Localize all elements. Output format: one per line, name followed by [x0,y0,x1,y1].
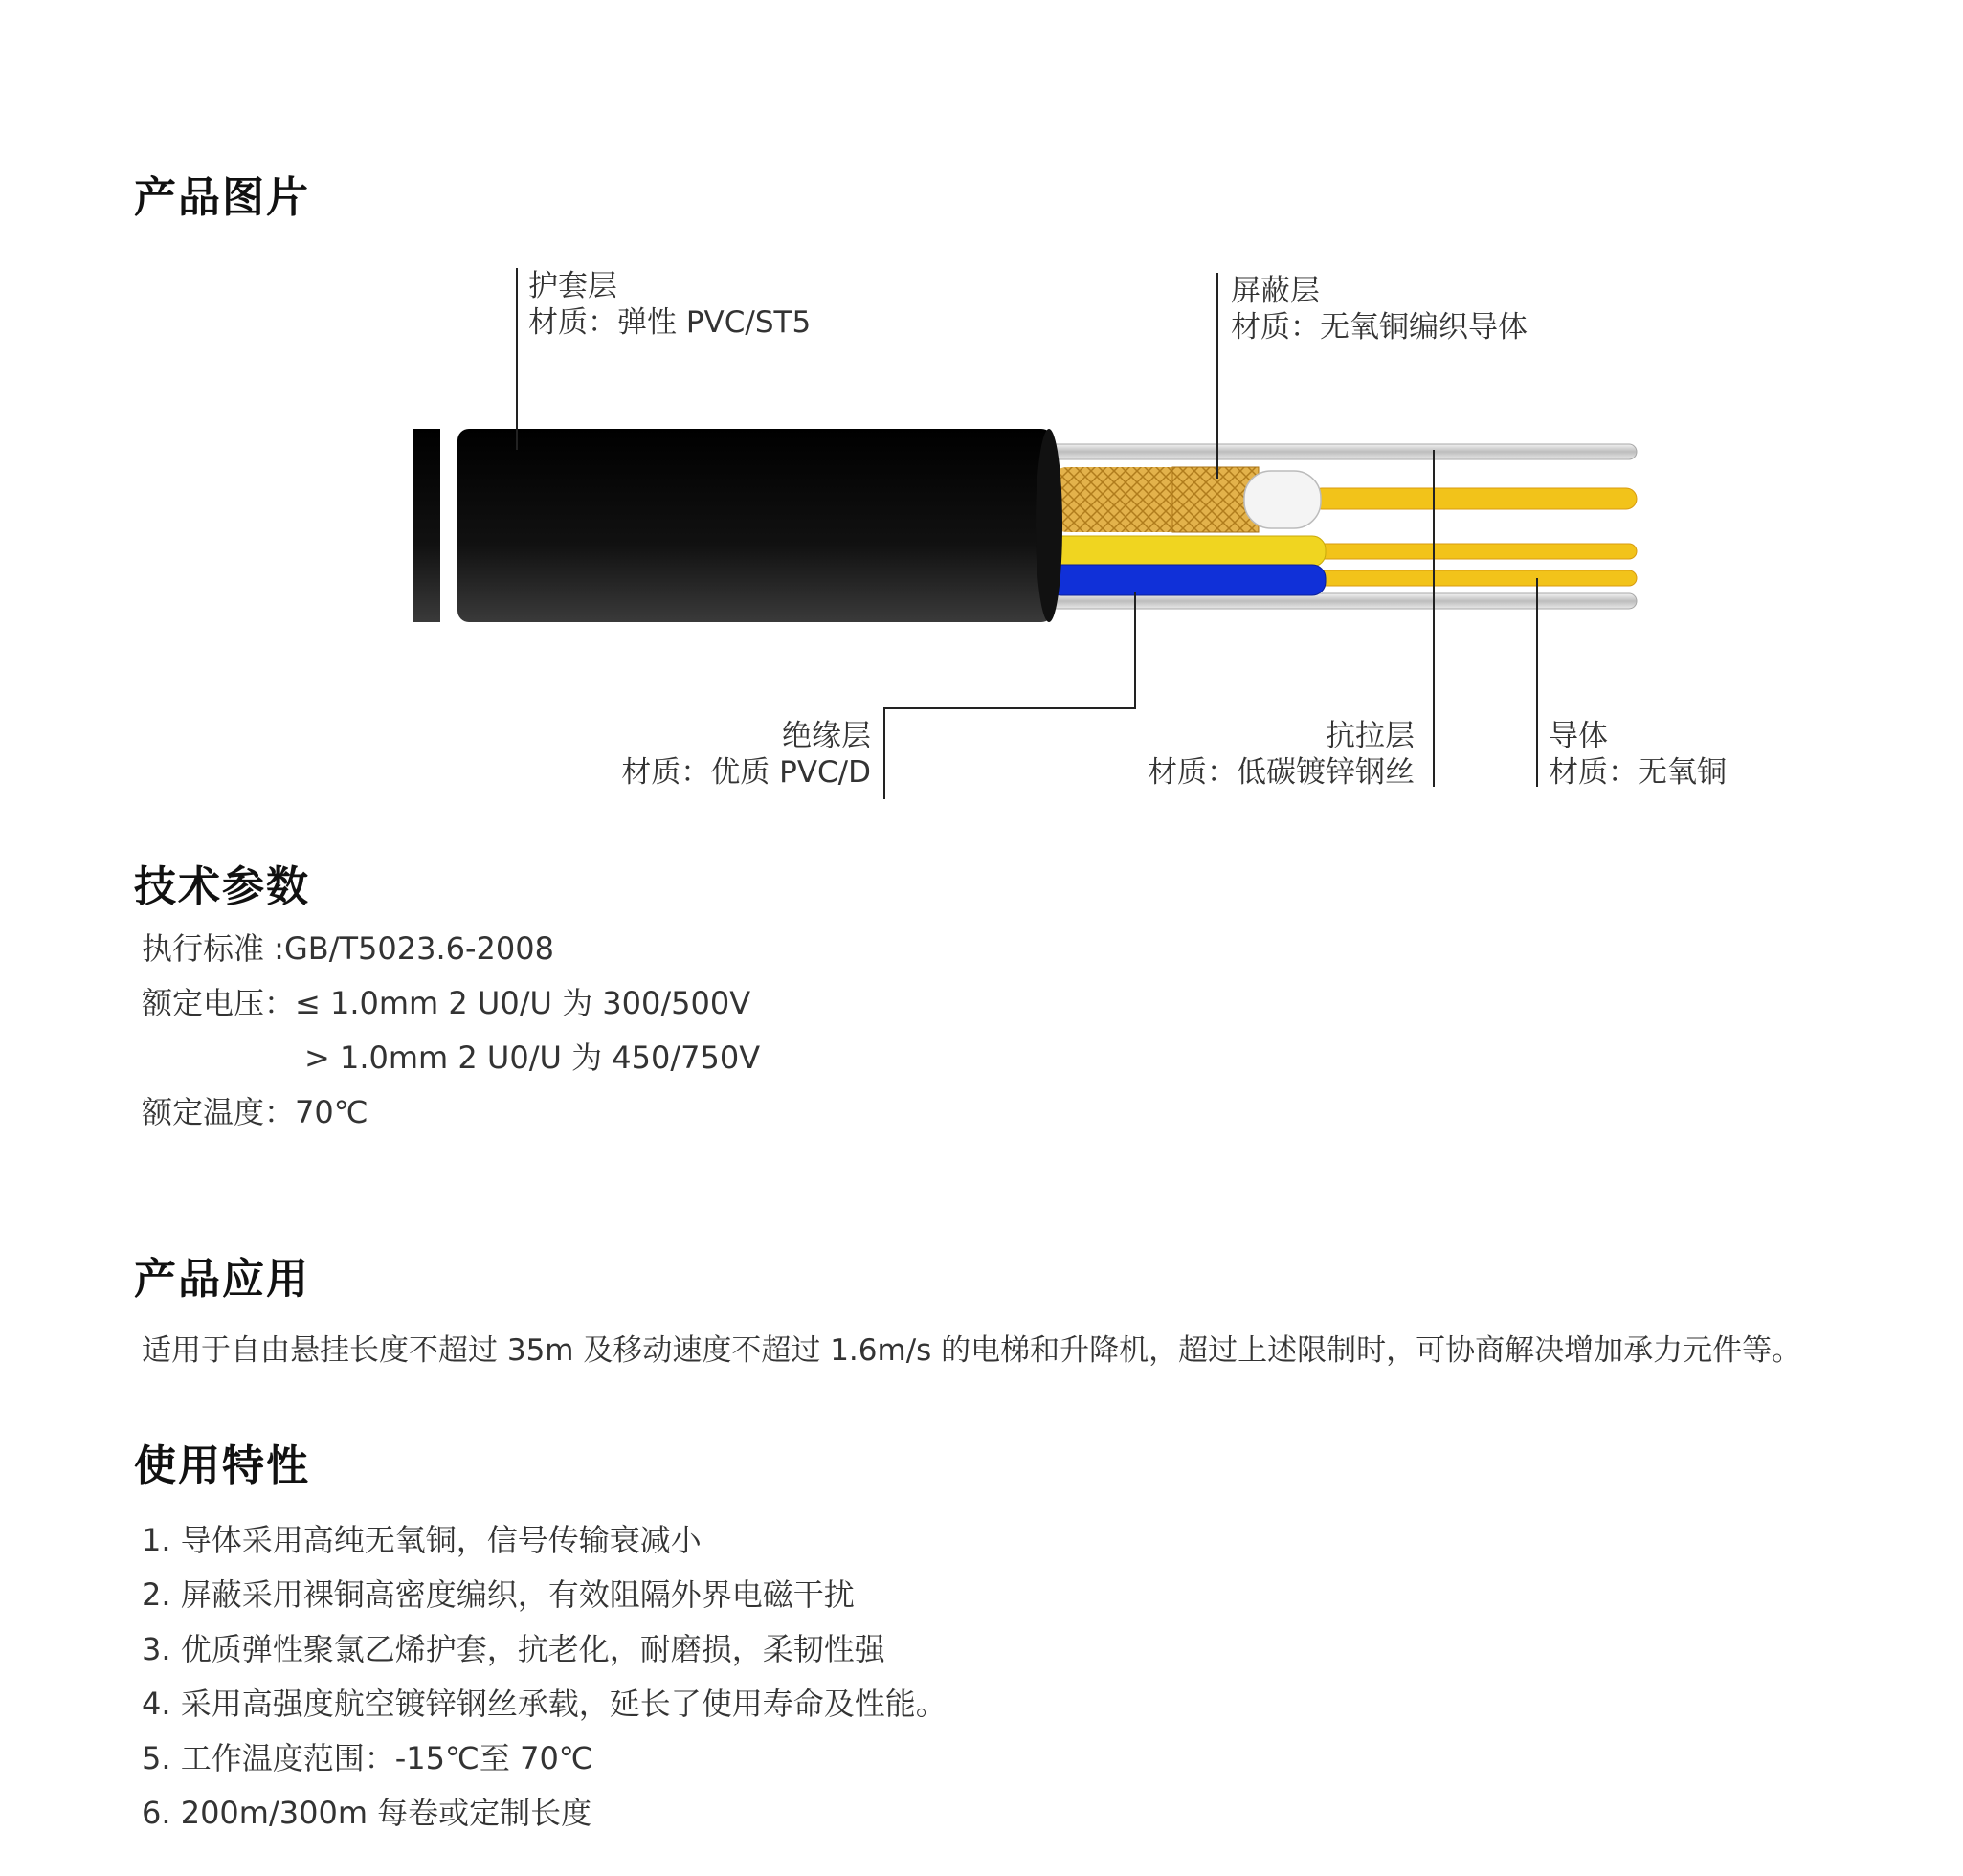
coax-dielectric [1244,471,1321,528]
label-jacket-material: 材质：弹性 PVC/ST5 [528,305,812,340]
param-standard: 执行标准 :GB/T5023.6-2008 [142,930,554,967]
cable-diagram [0,0,1963,823]
insulation-blue [1048,565,1326,595]
label-conductor [1549,718,1727,791]
param-temperature: 额定温度：70℃ [142,1094,368,1130]
label-shield-name: 屏蔽层 [1231,274,1320,308]
conductor-blue [1311,570,1637,586]
label-jacket [528,268,811,341]
section-title-features: 使用特性 [134,1441,310,1490]
feature-item: 3. 优质弹性聚氯乙烯护套，抗老化，耐磨损，柔韧性强 [142,1631,885,1667]
label-conductor-material: 材质：无氧铜 [1549,755,1727,790]
label-tensile-name: 抗拉层 [1326,719,1415,753]
section-title-application: 产品应用 [134,1255,310,1304]
feature-item: 5. 工作温度范围：-15℃至 70℃ [142,1740,593,1776]
feature-item: 1. 导体采用高纯无氧铜，信号传输衰减小 [142,1522,702,1558]
jacket-end-segment [413,429,440,622]
jacket-body [457,429,1053,622]
label-tensile-material: 材质：低碳镀锌钢丝 [1148,755,1415,790]
label-shield [1231,273,1528,346]
param-voltage-1: 额定电压：≤ 1.0mm 2 U0/U 为 300/500V [142,985,751,1021]
conductor-coax-core [1311,488,1637,509]
application-text: 适用于自由悬挂长度不超过 35m 及移动速度不超过 1.6m/s 的电梯和升降机，超过上述限制时，可协商解决增加承力元件等。 [142,1333,1802,1368]
conductor-yellow [1311,544,1637,559]
feature-item: 6. 200m/300m 每卷或定制长度 [142,1795,592,1831]
section-title-picture: 产品图片 [134,173,310,222]
label-insulation [621,718,871,791]
label-tensile [1148,718,1415,791]
label-jacket-name: 护套层 [528,269,617,303]
feature-item: 2. 屏蔽采用裸铜高密度编织，有效阻隔外界电磁干扰 [142,1576,855,1613]
param-voltage-2: > 1.0mm 2 U0/U 为 450/750V [304,1039,761,1076]
label-insulation-material: 材质：优质 PVC/D [621,755,871,790]
label-conductor-name: 导体 [1549,719,1608,753]
label-shield-material: 材质：无氧铜编织导体 [1231,310,1528,345]
steel-wire-top [1043,444,1637,459]
label-insulation-name: 绝缘层 [782,719,871,753]
insulation-yellow [1048,536,1326,567]
feature-item: 4. 采用高强度航空镀锌钢丝承载，延长了使用寿命及性能。 [142,1686,947,1722]
section-title-params: 技术参数 [134,862,310,911]
